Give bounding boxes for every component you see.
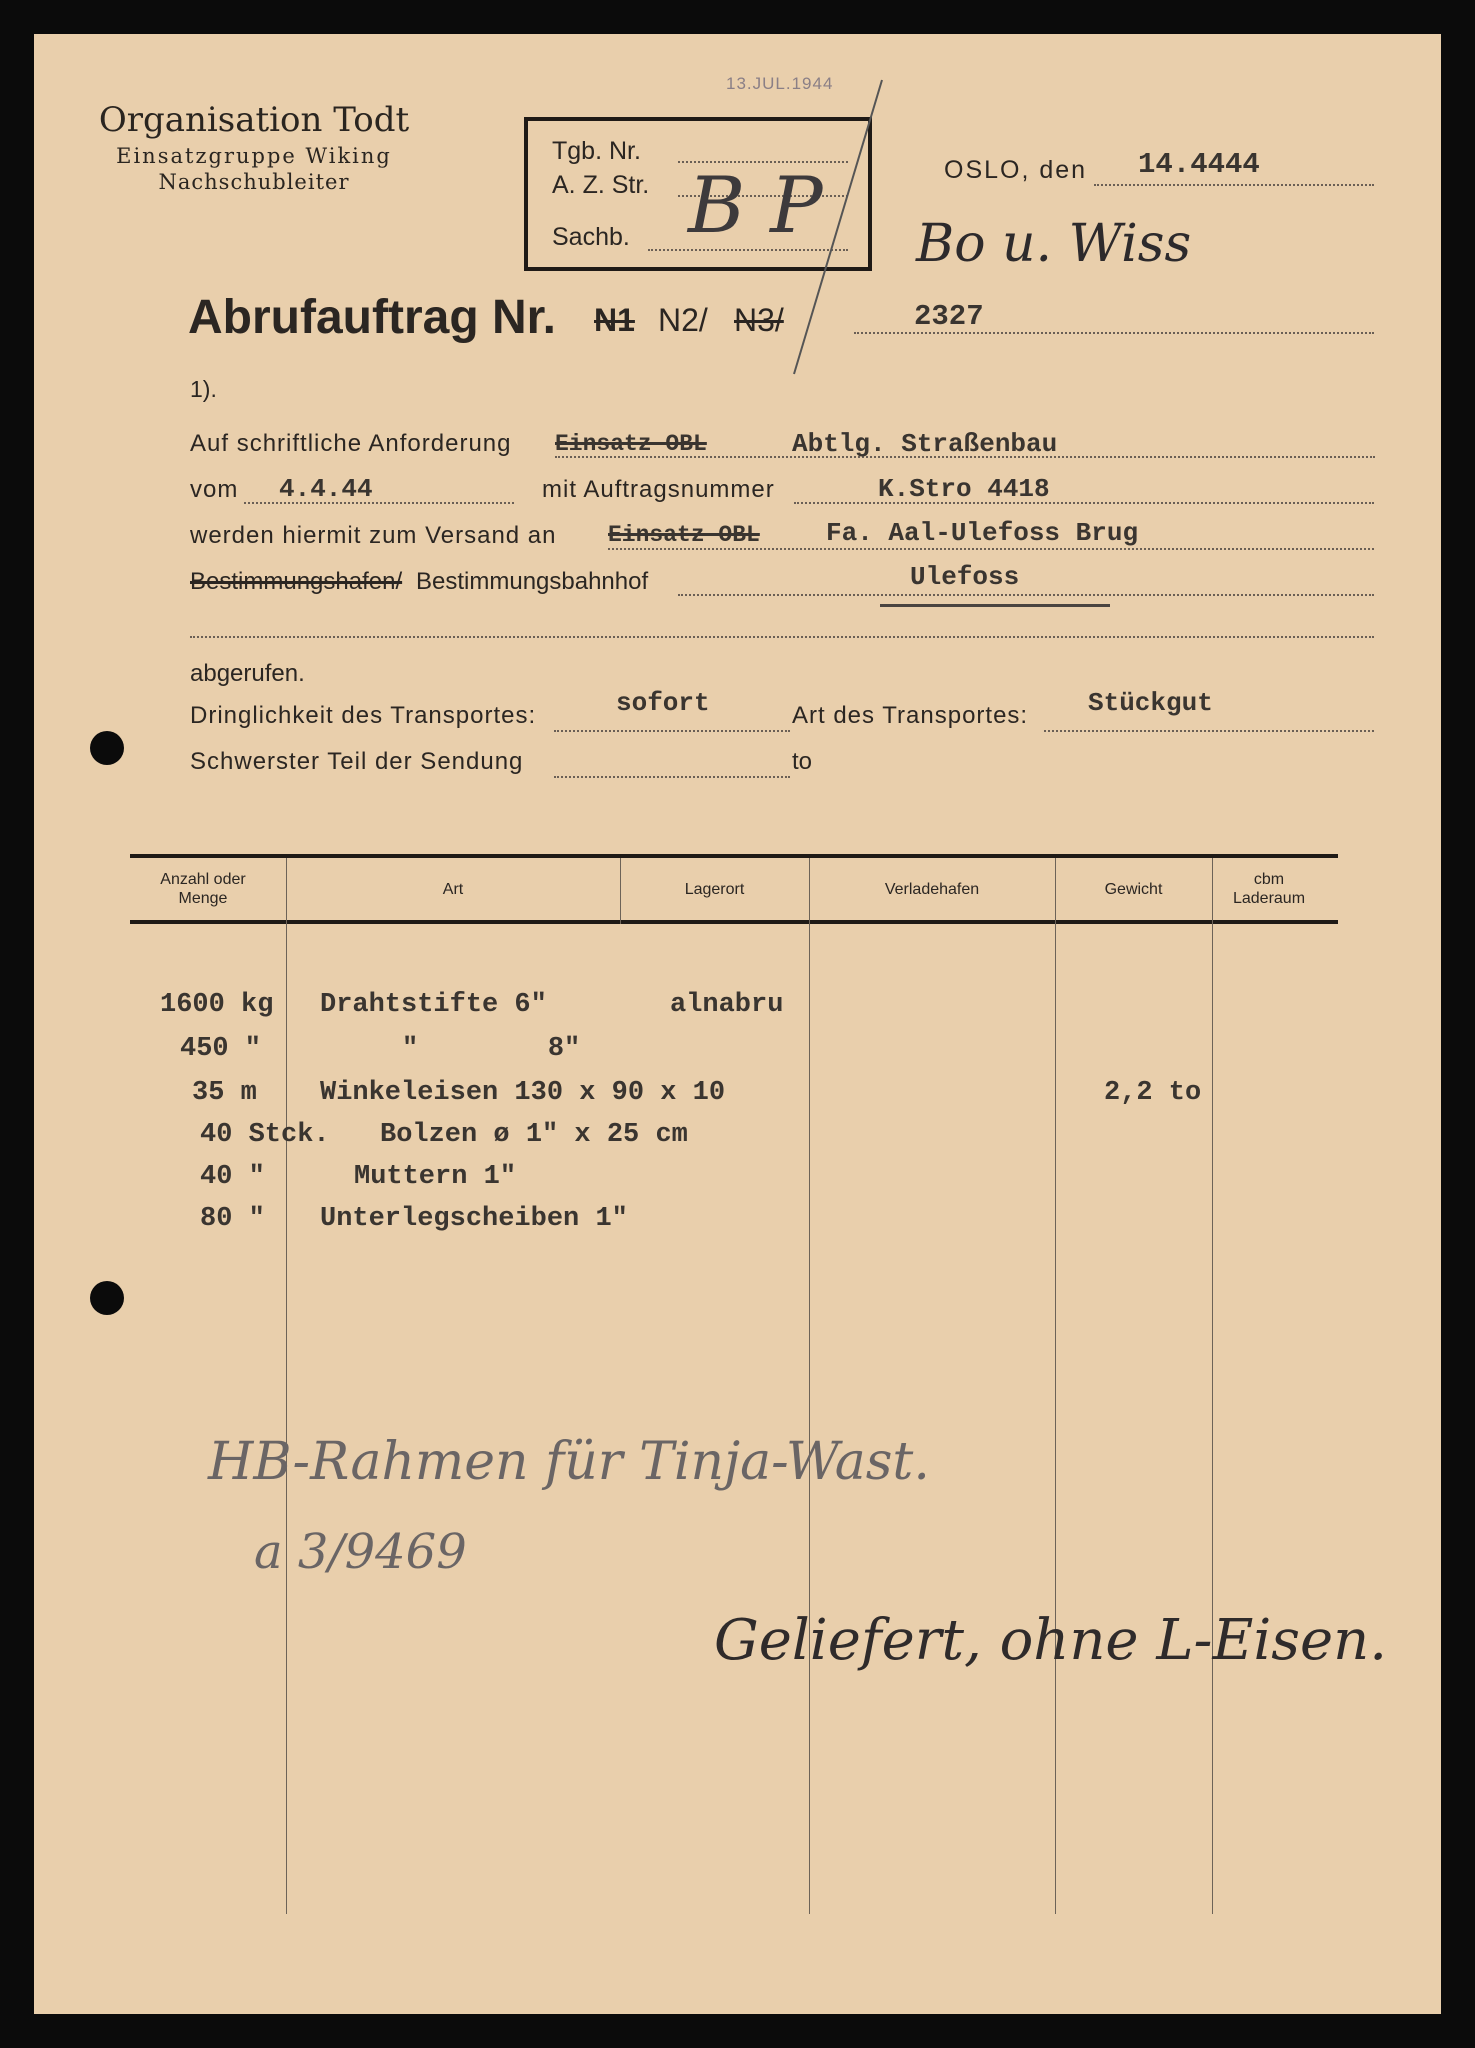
row-4-art: Bolzen ø 1" x 25 cm [380, 1120, 688, 1150]
col-divider-5 [1212, 858, 1213, 1914]
dringlichkeit-value: sofort [616, 688, 710, 718]
header-lagerort: Lagerort [684, 881, 745, 898]
row-3-art: Winkeleisen 130 x 90 x 10 [320, 1078, 726, 1108]
title-number: 2327 [914, 300, 984, 333]
pen-stroke-path [794, 80, 882, 374]
bestimmungsbahnhof-value: Ulefoss [910, 562, 1020, 592]
punch-hole-bottom [90, 1281, 124, 1315]
letterhead-dept: Nachschubleiter [158, 170, 350, 194]
row-6-qty: 80 " [200, 1204, 265, 1234]
auftragsnummer-value: K.Stro 4418 [878, 474, 1050, 504]
row-5-art: Muttern 1" [354, 1162, 517, 1192]
col-divider-1 [286, 858, 287, 1914]
header-gewicht: Gewicht [1104, 881, 1163, 898]
versand-label: werden hiermit zum Versand an [190, 522, 557, 549]
received-stamp-date: 13.JUL.1944 [726, 74, 834, 93]
bestimmungsbahnhof-dots [678, 594, 1374, 596]
row-1-lager: alnabru [670, 990, 784, 1020]
dringlichkeit-dots [554, 730, 790, 732]
abgerufen-label: abgerufen. [190, 660, 305, 687]
handwritten-note-2: a 3/9469 [254, 1524, 467, 1580]
title-label: Abrufauftrag Nr. [188, 291, 557, 344]
row-4-qty: 40 Stck. [200, 1120, 330, 1150]
schwerster-teil-dots [554, 776, 790, 778]
row-3-gewicht: 2,2 to [1104, 1078, 1202, 1108]
header-art: Art [442, 881, 464, 898]
az-label: A. Z. Str. [552, 171, 650, 199]
bestimmungsbahnhof-label: Bestimmungsbahnhof [416, 568, 649, 595]
sachb-value: B P [688, 161, 823, 251]
place-date-dots [1094, 184, 1374, 186]
handwritten-note-1: HB-Rahmen für Tinja-Wast. [208, 1432, 930, 1492]
letterhead-org: Organisation Todt [98, 100, 410, 140]
tgb-label: Tgb. Nr. [552, 137, 641, 165]
document-page [34, 34, 1441, 2014]
letterhead-group: Einsatzgruppe Wiking [116, 144, 392, 168]
vom-value: 4.4.44 [279, 474, 373, 504]
letterhead [94, 100, 414, 194]
versand-struck: Einsatz OBL [608, 522, 760, 548]
art-transport-label: Art des Transportes: [792, 702, 1029, 729]
footnote-marker: 1). [190, 376, 217, 402]
versand-value: Fa. Aal-Ulefoss Brug [826, 518, 1139, 548]
schwerster-teil-label: Schwerster Teil der Sendung [190, 748, 524, 775]
row-6-art: Unterlegscheiben 1" [320, 1204, 628, 1234]
title-n1: N1 [594, 302, 635, 338]
row-5-qty: 40 " [200, 1162, 265, 1192]
header-anzahl: Anzahl oder Menge [160, 871, 246, 907]
title-n2: N2/ [658, 302, 708, 338]
col-divider-3 [809, 858, 810, 1914]
blank-line-dots [190, 636, 1374, 638]
row-1-art: Drahtstifte 6" [320, 990, 547, 1020]
art-transport-dots [1044, 730, 1374, 732]
col-divider-4 [1055, 858, 1056, 1914]
handwritten-note-3: Geliefert, ohne L-Eisen. [714, 1608, 1388, 1673]
dringlichkeit-label: Dringlichkeit des Transportes: [190, 702, 537, 729]
auftragsnummer-label: mit Auftragsnummer [542, 476, 775, 503]
anforderung-value: Abtlg. Straßenbau [792, 429, 1058, 459]
anforderung-label: Auf schriftliche Anforderung [190, 430, 512, 457]
header-cbm: cbm Laderaum [1232, 871, 1306, 907]
stamp-pen-stroke [754, 74, 894, 414]
place-date-annotation: Bo u. Wiss [916, 214, 1192, 274]
place-date-label: OSLO, den [944, 156, 1088, 184]
row-1-qty: 1600 kg [160, 990, 274, 1020]
art-transport-value: Stückgut [1088, 688, 1213, 718]
bestimmungshafen-struck: Bestimmungshafen/ [190, 568, 403, 595]
table-header-rule [130, 920, 1338, 924]
row-3-qty: 35 m [192, 1078, 257, 1108]
schwerster-teil-unit: to [792, 748, 813, 775]
sachb-label: Sachb. [552, 223, 630, 251]
bahnhof-underline [880, 604, 1110, 607]
table-top-rule [130, 854, 1338, 858]
place-date-value: 14.4444 [1138, 148, 1260, 181]
header-verladehafen: Verladehafen [884, 881, 980, 898]
versand-dots [608, 548, 1374, 550]
punch-hole-top [90, 731, 124, 765]
vom-label: vom [190, 476, 239, 503]
row-2-art: " 8" [402, 1034, 581, 1064]
anforderung-struck: Einsatz OBL [555, 431, 707, 457]
title-n3: N3/ [734, 302, 784, 338]
row-2-qty: 450 " [180, 1034, 262, 1064]
